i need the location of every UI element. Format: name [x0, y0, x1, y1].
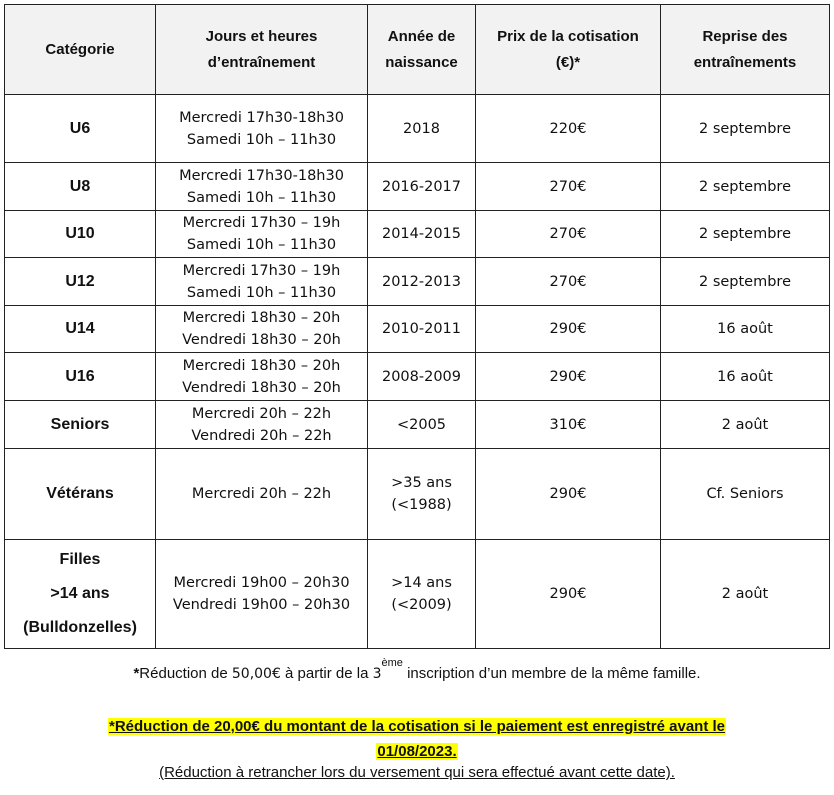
header-naissance-text: Année de naissance — [385, 27, 458, 71]
prix-cell: 270€ — [476, 163, 661, 211]
naissance-line: (<1988) — [391, 497, 452, 513]
table-body — [5, 95, 830, 649]
note-after: inscription d’un membre de la même famille. — [402, 665, 701, 682]
horaires-line: Mercredi 20h – 22h — [191, 486, 332, 502]
table-row — [5, 540, 830, 649]
header-prix — [476, 5, 661, 95]
note-amount: 50,00€ — [231, 666, 281, 682]
horaires-cell — [156, 258, 368, 306]
header-horaires — [156, 5, 368, 95]
table-row — [5, 401, 830, 449]
header-horaires-text: Jours et heures d’entraînement — [205, 27, 318, 71]
prix-cell: 270€ — [476, 258, 661, 306]
reprise-cell: 2 septembre — [661, 211, 830, 258]
naissance-cell — [368, 401, 476, 449]
cat-cell — [5, 540, 156, 649]
note-middle: à partir de la — [280, 665, 373, 682]
cat-line: (Bulldonzelles) — [23, 619, 137, 636]
cat-cell — [5, 401, 156, 449]
horaires-cell — [156, 449, 368, 540]
naissance-cell — [368, 306, 476, 353]
horaires-line: Mercredi 17h30-18h30 — [179, 167, 344, 184]
table-row — [5, 258, 830, 306]
prix-cell: 220€ — [476, 95, 661, 163]
reprise-cell: 2 septembre — [661, 258, 830, 306]
header-reprise-text: Reprise des entraînements — [693, 27, 797, 71]
horaires-cell — [156, 353, 368, 401]
horaires-line: Mercredi 18h30 – 20h — [182, 357, 341, 374]
horaires-line: Vendredi 18h30 – 20h — [182, 332, 341, 348]
cat-cell — [5, 211, 156, 258]
header-categorie: Catégorie — [5, 5, 156, 95]
note-ordinal-sup: ème — [381, 657, 403, 669]
cat-line: U6 — [69, 119, 91, 137]
horaires-cell — [156, 95, 368, 163]
cat-line: >14 ans — [50, 585, 110, 602]
reprise-cell: Cf. Seniors — [661, 449, 830, 540]
reduction-paiement-line2: 01/08/2023. — [377, 743, 457, 760]
naissance-line: 2018 — [403, 120, 440, 137]
naissance-cell — [368, 540, 476, 649]
naissance-line: 2010-2011 — [381, 321, 462, 337]
cat-line: U14 — [65, 320, 95, 337]
horaires-cell — [156, 163, 368, 211]
naissance-line: 2012-2013 — [381, 273, 462, 290]
naissance-cell — [368, 163, 476, 211]
cat-cell — [5, 306, 156, 353]
naissance-line: <2005 — [396, 416, 447, 433]
horaires-line: Vendredi 18h30 – 20h — [182, 379, 341, 396]
horaires-cell — [156, 540, 368, 649]
cat-cell — [5, 95, 156, 163]
table-row — [5, 163, 830, 211]
horaires-line: Mercredi 19h00 – 20h30 — [173, 575, 350, 591]
naissance-line: 2008-2009 — [381, 368, 462, 385]
header-prix-text: Prix de la cotisation (€)* — [497, 27, 639, 71]
naissance-cell — [368, 353, 476, 401]
horaires-cell — [156, 401, 368, 449]
header-naissance — [368, 5, 476, 95]
horaires-line: Samedi 10h – 11h30 — [186, 131, 337, 148]
cat-line: U12 — [65, 272, 95, 290]
naissance-cell — [368, 258, 476, 306]
table-header-row — [5, 5, 830, 95]
horaires-line: Mercredi 17h30 – 19h — [182, 262, 341, 279]
reduction-paiement-note — [0, 714, 834, 764]
note-ordinal-number: 3 — [372, 666, 382, 682]
note-before: Réduction de — [139, 665, 232, 682]
header-reprise — [661, 5, 830, 95]
reduction-famille-note — [0, 657, 834, 682]
naissance-cell — [368, 211, 476, 258]
cat-line: U16 — [65, 367, 95, 385]
cat-line: U8 — [69, 177, 91, 195]
cat-cell — [5, 258, 156, 306]
reprise-cell: 2 septembre — [661, 163, 830, 211]
cat-cell — [5, 449, 156, 540]
reprise-cell: 16 août — [661, 306, 830, 353]
naissance-cell — [368, 449, 476, 540]
tarifs-table — [4, 4, 830, 649]
horaires-line: Mercredi 20h – 22h — [191, 405, 332, 422]
horaires-line: Samedi 10h – 11h30 — [186, 189, 337, 206]
cat-cell — [5, 163, 156, 211]
cat-cell — [5, 353, 156, 401]
horaires-cell — [156, 211, 368, 258]
cat-line: U10 — [65, 225, 95, 242]
horaires-line: Mercredi 17h30 – 19h — [182, 215, 341, 231]
naissance-line: >35 ans — [391, 475, 452, 491]
prix-cell: 290€ — [476, 449, 661, 540]
table-row — [5, 95, 830, 163]
prix-cell: 290€ — [476, 353, 661, 401]
naissance-line: 2014-2015 — [381, 226, 462, 242]
reprise-cell: 2 août — [661, 401, 830, 449]
cat-line: Filles — [59, 551, 101, 568]
horaires-line: Samedi 10h – 11h30 — [186, 237, 337, 253]
precision-note: (Réduction à retrancher lors du versement qui sera effectué avant cette date). — [159, 764, 675, 781]
horaires-line: Samedi 10h – 11h30 — [186, 284, 337, 301]
table-row — [5, 353, 830, 401]
prix-cell: 290€ — [476, 540, 661, 649]
horaires-line: Mercredi 18h30 – 20h — [182, 310, 341, 326]
prix-cell: 270€ — [476, 211, 661, 258]
reprise-cell: 16 août — [661, 353, 830, 401]
horaires-cell — [156, 306, 368, 353]
naissance-line: 2016-2017 — [381, 178, 462, 195]
horaires-line: Mercredi 17h30-18h30 — [179, 109, 344, 126]
table-row — [5, 306, 830, 353]
reprise-cell: 2 septembre — [661, 95, 830, 163]
cat-line: Seniors — [50, 415, 110, 433]
table-row — [5, 449, 830, 540]
reprise-cell: 2 août — [661, 540, 830, 649]
table-row — [5, 211, 830, 258]
prix-cell: 290€ — [476, 306, 661, 353]
prix-cell: 310€ — [476, 401, 661, 449]
reduction-paiement-line1: *Réduction de 20,00€ du montant de la cotisation si le paiement est enregistré avant le — [108, 718, 725, 735]
naissance-cell — [368, 95, 476, 163]
horaires-line: Vendredi 19h00 – 20h30 — [172, 597, 351, 613]
horaires-line: Vendredi 20h – 22h — [191, 427, 332, 444]
note-star: * — [133, 665, 140, 682]
naissance-line: >14 ans — [391, 575, 452, 591]
naissance-line: (<2009) — [391, 597, 452, 613]
cat-line: Vétérans — [46, 485, 114, 502]
